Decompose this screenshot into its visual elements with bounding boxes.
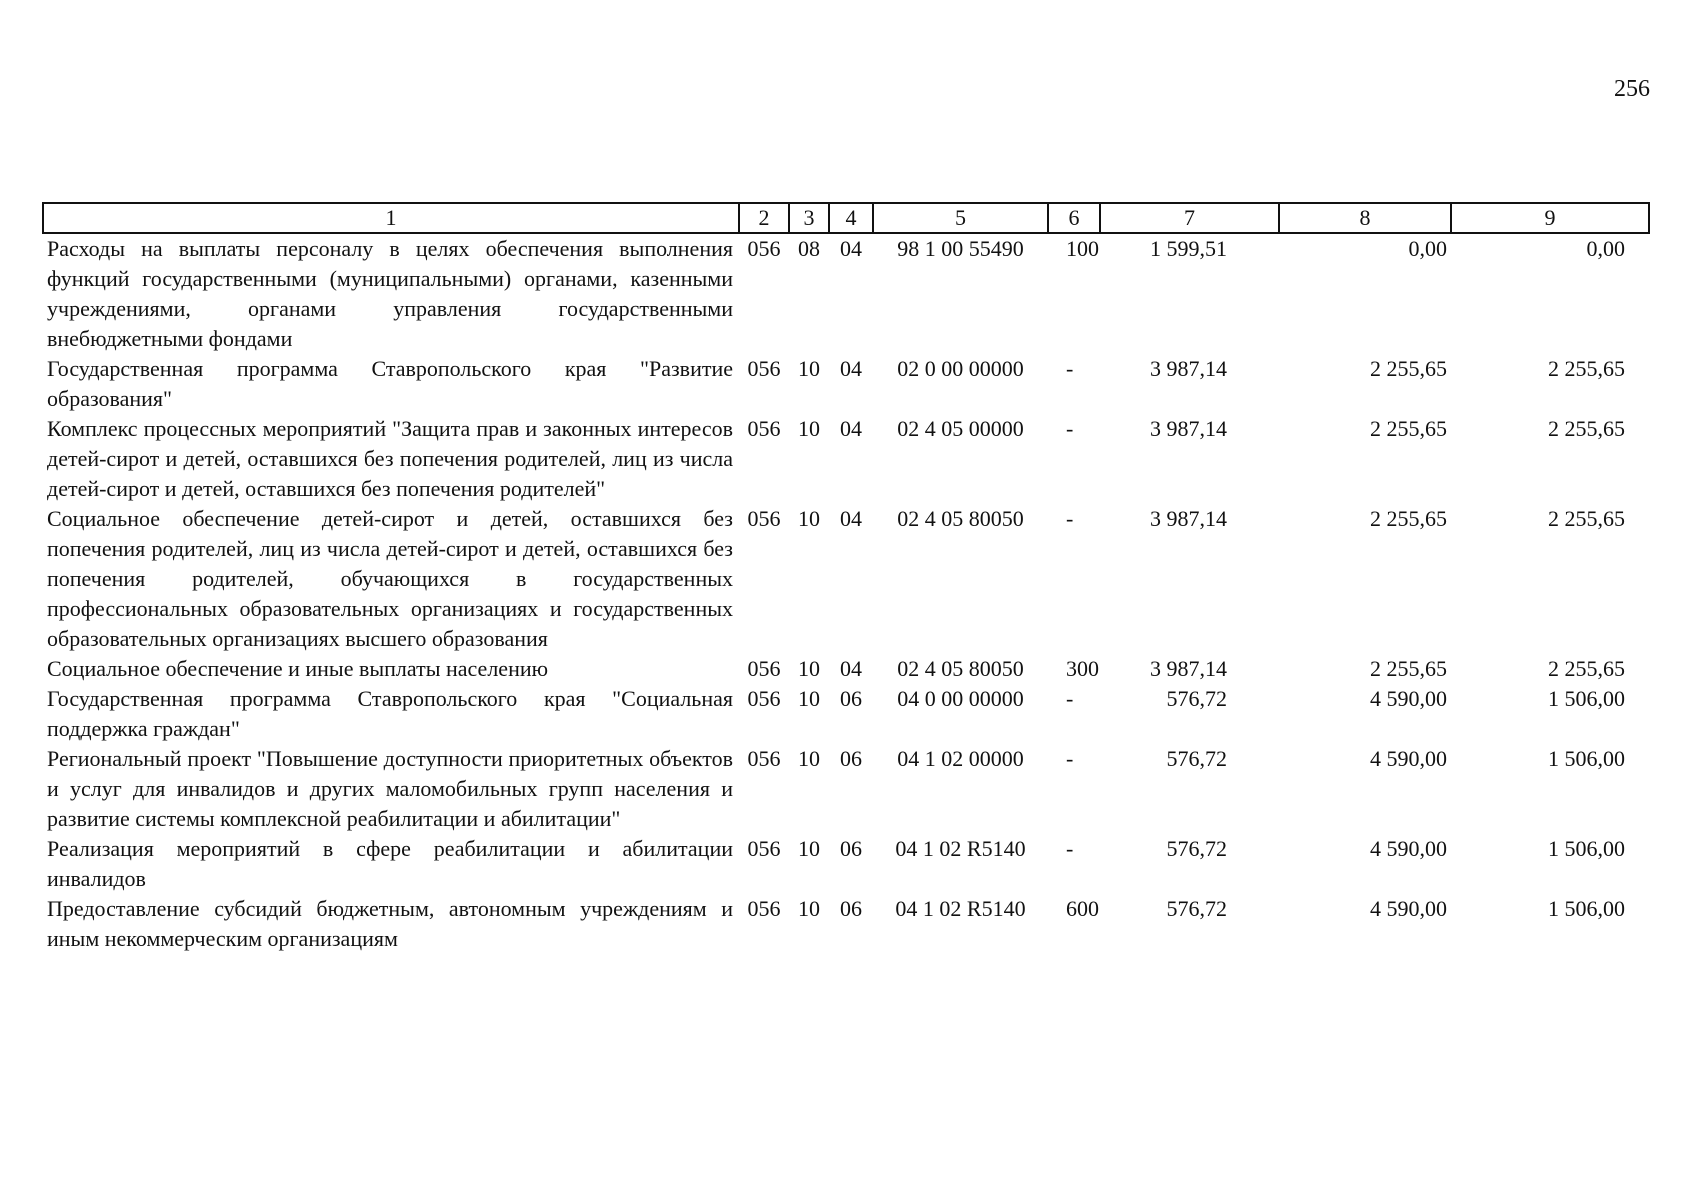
row-description: Социальное обеспечение детей-сирот и детей, оставшихся без попечения родителей, лиц из числа детей-сирот и детей, оставшихся без попечения родителей, обучающихся в государственных профессиональных образовательных организациях и государственных образовательных организациях высшего образования [47, 506, 733, 651]
row-code-subsection: 04 [840, 236, 862, 261]
row-code-section: 10 [798, 416, 820, 441]
row-code-ministry: 056 [747, 416, 781, 441]
row-code-ministry: 056 [747, 896, 781, 921]
row-amount-year1: 3 987,14 [1150, 656, 1227, 681]
row-code-expense-type: - [1066, 506, 1074, 531]
column-header: 3 [789, 203, 829, 233]
row-code-ministry: 056 [747, 656, 781, 681]
row-amount-year3: 2 255,65 [1548, 506, 1625, 531]
row-code-ministry: 056 [747, 686, 781, 711]
row-amount-year2: 4 590,00 [1370, 896, 1447, 921]
row-code-ministry: 056 [747, 236, 781, 261]
column-header: 6 [1048, 203, 1100, 233]
row-code-expense-type: - [1066, 746, 1074, 771]
row-code-subsection: 04 [840, 656, 862, 681]
page-number: 256 [1614, 76, 1650, 102]
table-row [43, 233, 1649, 354]
row-description: Социальное обеспечение и иные выплаты населению [47, 656, 549, 681]
row-amount-year1: 576,72 [1166, 686, 1227, 711]
row-amount-year3: 1 506,00 [1548, 896, 1625, 921]
table-row [43, 504, 1649, 654]
table-row [43, 414, 1649, 504]
row-code-target: 04 1 02 R5140 [895, 896, 1026, 921]
row-code-expense-type: - [1066, 686, 1074, 711]
table-row [43, 684, 1649, 744]
row-code-target: 02 0 00 00000 [897, 356, 1024, 381]
row-code-subsection: 04 [840, 356, 862, 381]
row-amount-year2: 2 255,65 [1370, 506, 1447, 531]
row-description: Предоставление субсидий бюджетным, автономным учреждениям и иным некоммерческим организациям [47, 896, 733, 951]
row-code-section: 10 [798, 506, 820, 531]
row-code-section: 10 [798, 656, 820, 681]
row-code-ministry: 056 [747, 356, 781, 381]
row-amount-year2: 0,00 [1408, 236, 1447, 261]
column-header: 9 [1451, 203, 1649, 233]
column-header: 8 [1279, 203, 1451, 233]
row-amount-year1: 3 987,14 [1150, 416, 1227, 441]
row-amount-year3: 2 255,65 [1548, 656, 1625, 681]
row-code-target: 02 4 05 80050 [897, 656, 1024, 681]
row-code-expense-type: 100 [1066, 236, 1099, 261]
table-row [43, 354, 1649, 414]
table-row [43, 834, 1649, 894]
row-description: Государственная программа Ставропольского края "Развитие образования" [47, 356, 733, 411]
row-amount-year3: 1 506,00 [1548, 686, 1625, 711]
row-amount-year2: 2 255,65 [1370, 356, 1447, 381]
table-header-row [43, 203, 1649, 233]
row-amount-year1: 576,72 [1166, 896, 1227, 921]
row-code-expense-type: - [1066, 356, 1074, 381]
table-row [43, 894, 1649, 954]
row-code-expense-type: 300 [1066, 656, 1099, 681]
row-amount-year3: 0,00 [1586, 236, 1625, 261]
row-description: Комплекс процессных мероприятий "Защита прав и законных интересов детей-сирот и детей, оставшихся без попечения родителей, лиц из числа детей-сирот и детей, оставшихся без попечения родителей" [47, 416, 733, 501]
row-code-expense-type: - [1066, 836, 1074, 861]
row-amount-year1: 3 987,14 [1150, 506, 1227, 531]
table-row [43, 654, 1649, 684]
row-code-subsection: 06 [840, 836, 862, 861]
row-code-section: 10 [798, 356, 820, 381]
row-code-section: 10 [798, 836, 820, 861]
row-code-target: 04 1 02 00000 [897, 746, 1024, 771]
row-description: Региональный проект "Повышение доступности приоритетных объектов и услуг для инвалидов и других маломобильных групп населения и развитие системы комплексной реабилитации и абилитации" [47, 746, 733, 831]
column-header: 1 [43, 203, 739, 233]
row-amount-year1: 576,72 [1166, 836, 1227, 861]
row-code-ministry: 056 [747, 746, 781, 771]
row-description: Реализация мероприятий в сфере реабилитации и абилитации инвалидов [47, 836, 733, 891]
row-amount-year3: 1 506,00 [1548, 746, 1625, 771]
row-amount-year3: 2 255,65 [1548, 356, 1625, 381]
row-code-ministry: 056 [747, 836, 781, 861]
table-row [43, 744, 1649, 834]
row-code-expense-type: 600 [1066, 896, 1099, 921]
row-code-subsection: 06 [840, 896, 862, 921]
row-amount-year3: 1 506,00 [1548, 836, 1625, 861]
row-amount-year2: 4 590,00 [1370, 686, 1447, 711]
row-amount-year1: 3 987,14 [1150, 356, 1227, 381]
row-code-subsection: 04 [840, 416, 862, 441]
row-code-ministry: 056 [747, 506, 781, 531]
column-header: 4 [829, 203, 873, 233]
row-code-section: 08 [798, 236, 820, 261]
column-header: 2 [739, 203, 789, 233]
row-amount-year2: 4 590,00 [1370, 836, 1447, 861]
row-code-subsection: 06 [840, 686, 862, 711]
row-code-section: 10 [798, 746, 820, 771]
column-header: 7 [1100, 203, 1279, 233]
row-code-section: 10 [798, 686, 820, 711]
row-code-target: 02 4 05 80050 [897, 506, 1024, 531]
row-description: Расходы на выплаты персоналу в целях обеспечения выполнения функций государственными (муниципальными) органами, казенными учреждениями, органами управления государственными внебюджетными фондами [47, 236, 733, 351]
row-description: Государственная программа Ставропольского края "Социальная поддержка граждан" [47, 686, 733, 741]
row-code-target: 98 1 00 55490 [897, 236, 1024, 261]
row-amount-year2: 4 590,00 [1370, 746, 1447, 771]
row-code-expense-type: - [1066, 416, 1074, 441]
row-code-subsection: 04 [840, 506, 862, 531]
row-amount-year1: 576,72 [1166, 746, 1227, 771]
row-code-section: 10 [798, 896, 820, 921]
row-amount-year2: 2 255,65 [1370, 416, 1447, 441]
budget-table [42, 202, 1650, 954]
row-code-subsection: 06 [840, 746, 862, 771]
column-header: 5 [873, 203, 1048, 233]
row-amount-year1: 1 599,51 [1150, 236, 1227, 261]
row-amount-year2: 2 255,65 [1370, 656, 1447, 681]
row-code-target: 04 0 00 00000 [897, 686, 1024, 711]
row-code-target: 02 4 05 00000 [897, 416, 1024, 441]
row-amount-year3: 2 255,65 [1548, 416, 1625, 441]
row-code-target: 04 1 02 R5140 [895, 836, 1026, 861]
